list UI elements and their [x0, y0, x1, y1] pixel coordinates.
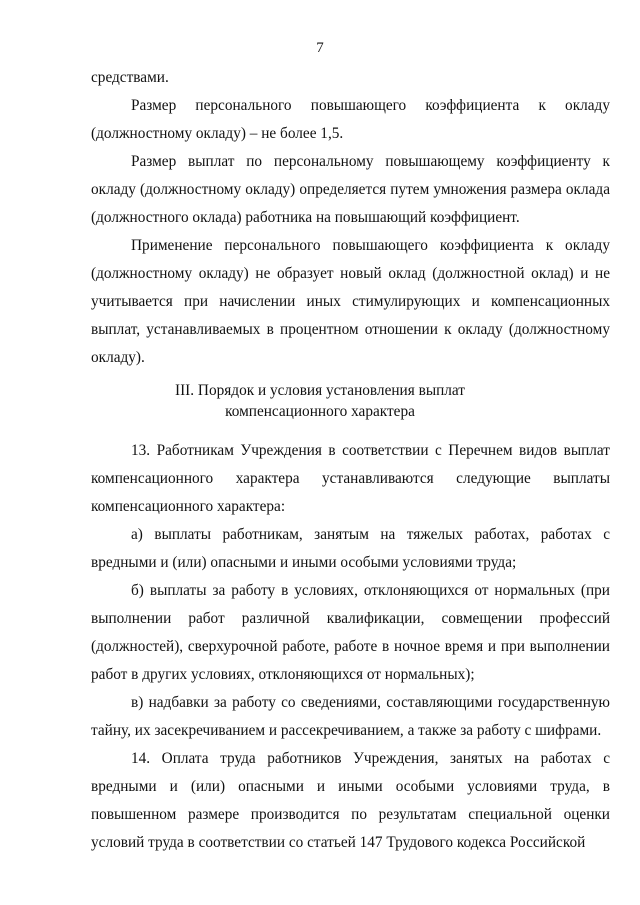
paragraph-item-c: в) надбавки за работу со сведениями, составляющими государственную тайну, их засекречиванием и рассекречиванием, а также за работу с шифрами. [91, 694, 610, 739]
section-heading-line-2: компенсационного характера [225, 403, 415, 420]
paragraph-item-a: а) выплаты работникам, занятым на тяжелых работах, работах с вредными и (или) опасными и иными особыми условиями труда; [91, 526, 610, 571]
paragraph-item-14: 14. Оплата труда работников Учреждения, занятых на работах с вредными и (или) опасными и иными особыми условиями труда, в повышенном размере производится по результатам специальной оценки условий труда в соответствии со статьей 147 Трудового кодекса Российской [91, 750, 610, 851]
paragraph-coefficient-calculation: Размер выплат по персональному повышающему коэффициенту к окладу (должностному окладу) определяется путем умножения размера оклада (должностного оклада) работника на повышающий коэффициент. [91, 153, 610, 226]
page-number: 7 [316, 40, 324, 56]
text-block-compensation [91, 437, 610, 857]
section-heading-line-1: III. Порядок и условия установления выплат [174, 382, 465, 399]
paragraph-coefficient-limit: Размер персонального повышающего коэффициента к окладу (должностному окладу) – не более 1,5. [91, 97, 610, 142]
paragraph-continuation: средствами. [91, 69, 169, 86]
paragraph-item-b: б) выплаты за работу в условиях, отклоняющихся от нормальных (при выполнении работ различной квалификации, совмещении профессий (должностей), сверхурочной работе, работе в ночное время и при выполнении работ в других условиях, отклоняющихся от нормальных); [91, 582, 610, 683]
paragraph-item-13: 13. Работникам Учреждения в соответствии с Перечнем видов выплат компенсационного характера устанавливаются следующие выплаты компенсационного характера: [91, 442, 610, 515]
section-heading [0, 380, 640, 422]
text-block-coefficient [91, 64, 610, 372]
paragraph-coefficient-application: Применение персонального повышающего коэффициента к окладу (должностному окладу) не образует новый оклад (должностной оклад) и не учитывается при начислении иных стимулирующих и компенсационных выплат, устанавливаемых в процентном отношении к окладу (должностному окладу). [91, 237, 610, 366]
